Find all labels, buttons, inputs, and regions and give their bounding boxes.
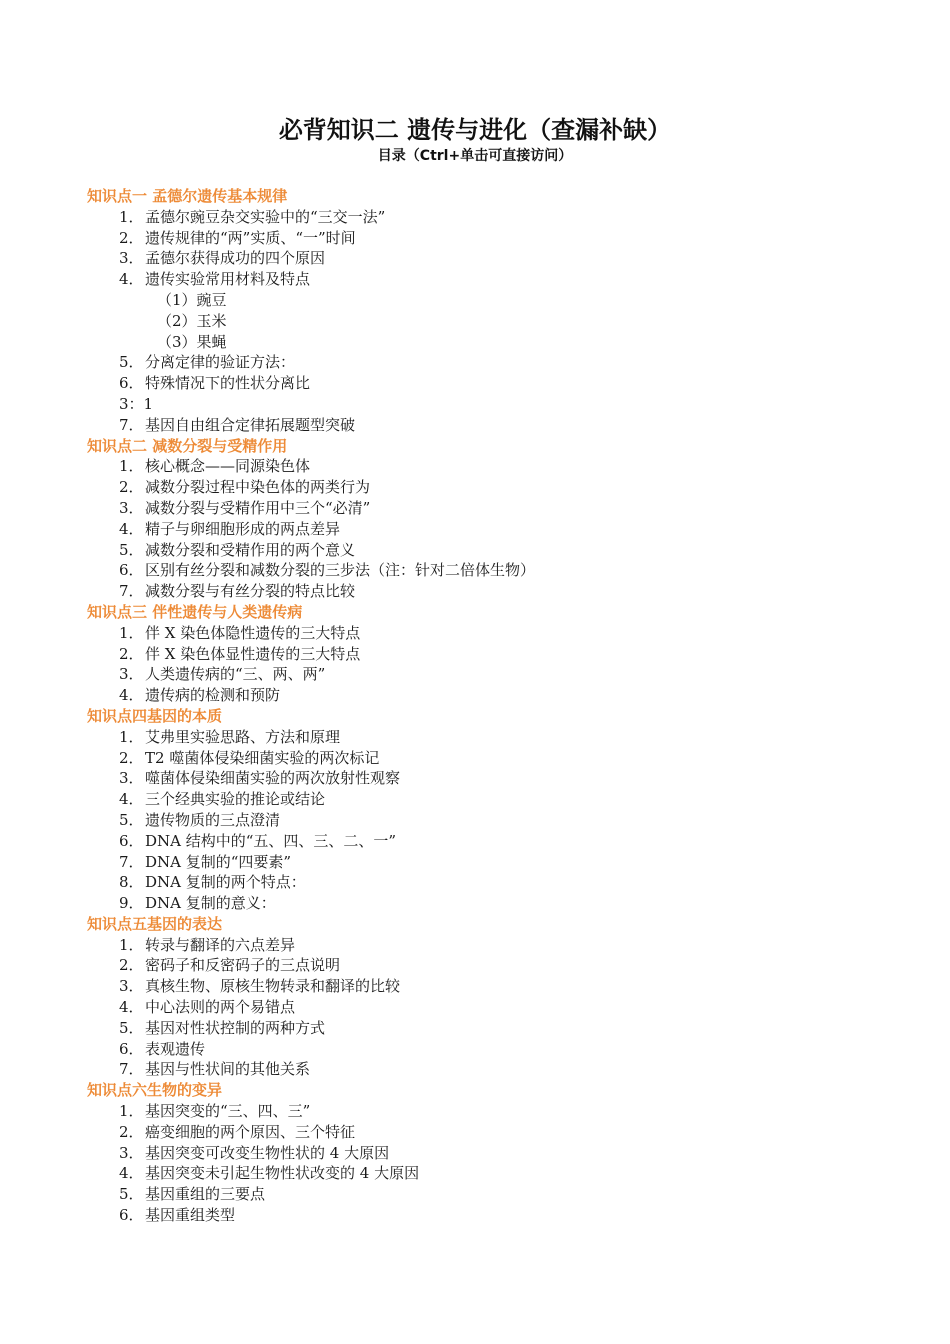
toc-entry-link[interactable]	[87, 997, 907, 1018]
toc-entry-number: 2．	[119, 1122, 144, 1141]
toc-entry-link[interactable]	[87, 1039, 907, 1060]
toc-entry-number: 5．	[119, 1018, 144, 1037]
toc-entry-text: 三个经典实验的推论或结论	[145, 790, 326, 809]
table-of-contents	[87, 186, 907, 1226]
toc-entry-number: 7．	[119, 415, 144, 434]
toc-entry-number: 8．	[119, 873, 144, 892]
toc-section-heading[interactable]: 知识点二 减数分裂与受精作用	[87, 436, 288, 455]
toc-entry-text: 伴 X 染色体隐性遗传的三大特点	[145, 623, 361, 642]
toc-entry-text: 遗传实验常用材料及特点	[145, 270, 311, 289]
toc-entry-number: 3．	[119, 498, 144, 517]
toc-entry-link[interactable]	[87, 810, 907, 831]
toc-entry-text: 孟德尔豌豆杂交实验中的“三交一法”	[145, 207, 386, 226]
toc-entry-number: 5．	[119, 1185, 144, 1204]
toc-entry-link[interactable]	[87, 727, 907, 748]
toc-entry-link[interactable]	[87, 685, 907, 706]
toc-entry-text: DNA 复制的“四要素”	[145, 852, 292, 871]
toc-entry-text: 基因自由组合定律拓展题型突破	[145, 415, 356, 434]
toc-entry-number: 3．	[119, 977, 144, 996]
toc-entry-number: 4．	[119, 686, 144, 705]
toc-entry-link[interactable]	[87, 748, 907, 769]
toc-entry-link[interactable]	[87, 352, 907, 373]
toc-entry-number: 4．	[119, 998, 144, 1017]
toc-entry-number: 2．	[119, 228, 144, 247]
toc-entry-link[interactable]	[87, 789, 907, 810]
toc-entry-link[interactable]	[87, 1163, 907, 1184]
toc-entry-number: 6．	[119, 1206, 144, 1225]
toc-entry-text: 遗传规律的“两”实质、“一”时间	[145, 228, 356, 247]
toc-subtitle: 目录（Ctrl+单击可直接访问）	[377, 148, 573, 164]
toc-entry-number: 3．	[119, 665, 144, 684]
toc-entry-link[interactable]	[87, 935, 907, 956]
toc-entry-link[interactable]	[87, 228, 907, 249]
toc-entry-link[interactable]	[87, 560, 907, 581]
toc-entry-number: 4．	[119, 519, 144, 538]
toc-entry-text: DNA 复制的两个特点：	[145, 873, 306, 892]
toc-entry-link[interactable]	[87, 207, 907, 228]
toc-entry-text: 核心概念——同源染色体	[145, 457, 311, 476]
toc-entry-text: 遗传物质的三点澄清	[145, 810, 281, 829]
toc-entry-text: （3）果蝇	[157, 332, 227, 351]
toc-entry-text: 减数分裂过程中染色体的两类行为	[145, 478, 371, 497]
toc-entry-link[interactable]	[87, 540, 907, 561]
toc-entry-number: 2．	[119, 644, 144, 663]
toc-entry-link[interactable]	[87, 1059, 907, 1080]
toc-entry-text: T2 噬菌体侵染细菌实验的两次标记	[145, 748, 380, 767]
toc-entry-text: 真核生物、原核生物转录和翻译的比较	[145, 977, 401, 996]
toc-entry-number: 6．	[119, 1039, 144, 1058]
toc-entry-text: 密码子和反密码子的三点说明	[145, 956, 341, 975]
toc-entry-number: 4．	[119, 1164, 144, 1183]
toc-entry-link[interactable]	[87, 394, 907, 415]
toc-entry-text: 区别有丝分裂和减数分裂的三步法（注：针对二倍体生物）	[145, 561, 536, 580]
toc-entry-link[interactable]	[87, 373, 907, 394]
toc-entry-text: （2）玉米	[157, 311, 227, 330]
toc-entry-text: 减数分裂与受精作用中三个“必清”	[145, 498, 371, 517]
toc-section-heading[interactable]: 知识点一 孟德尔遗传基本规律	[87, 187, 288, 205]
toc-entry-link[interactable]	[87, 248, 907, 269]
toc-entry-link[interactable]	[87, 852, 907, 873]
toc-entry-number: 1．	[119, 935, 144, 954]
toc-entry-number: 6．	[119, 374, 144, 393]
toc-entry-link[interactable]	[87, 332, 907, 353]
toc-entry-link[interactable]	[87, 498, 907, 519]
toc-entry-number: 1．	[119, 457, 144, 476]
toc-entry-text: 精子与卵细胞形成的两点差异	[145, 519, 341, 538]
toc-entry-link[interactable]	[87, 664, 907, 685]
toc-entry-link[interactable]	[87, 1143, 907, 1164]
toc-entry-text: 基因重组类型	[145, 1206, 236, 1225]
toc-entry-text: 基因突变可改变生物性状的 4 大原因	[145, 1143, 390, 1162]
toc-entry-number: 7．	[119, 852, 144, 871]
toc-entry-text: 伴 X 染色体显性遗传的三大特点	[145, 644, 361, 663]
toc-entry-text: 中心法则的两个易错点	[145, 998, 296, 1017]
toc-entry-text: DNA 复制的意义：	[145, 894, 276, 913]
toc-entry-link[interactable]	[87, 415, 907, 436]
toc-entry-link[interactable]	[87, 955, 907, 976]
toc-entry-link[interactable]	[87, 1184, 907, 1205]
toc-entry-link[interactable]	[87, 893, 907, 914]
toc-entry-link[interactable]	[87, 1018, 907, 1039]
toc-section-heading[interactable]: 知识点五基因的表达	[87, 914, 223, 933]
toc-entry-text: 噬菌体侵染细菌实验的两次放射性观察	[145, 769, 401, 788]
toc-entry-text: 人类遗传病的“三、两、两”	[145, 665, 326, 684]
toc-entry-number: 5．	[119, 540, 144, 559]
toc-entry-link[interactable]	[87, 290, 907, 311]
toc-entry-link[interactable]	[87, 1205, 907, 1226]
toc-entry-text: 减数分裂和受精作用的两个意义	[145, 540, 356, 559]
toc-entry-link[interactable]	[87, 644, 907, 665]
toc-entry-link[interactable]	[87, 831, 907, 852]
toc-entry-text: 艾弗里实验思路、方法和原理	[145, 727, 341, 746]
toc-entry-number: 3．	[119, 769, 144, 788]
toc-entry-link[interactable]	[87, 623, 907, 644]
toc-entry-number: 5．	[119, 353, 144, 372]
toc-entry-link[interactable]	[87, 269, 907, 290]
toc-entry-text: 基因突变的“三、四、三”	[145, 1102, 311, 1121]
toc-entry-text: 基因对性状控制的两种方式	[145, 1018, 326, 1037]
toc-entry-number: 2．	[119, 748, 144, 767]
toc-entry-link[interactable]	[87, 456, 907, 477]
toc-entry-text: 基因重组的三要点	[145, 1185, 266, 1204]
toc-entry-text: 癌变细胞的两个原因、三个特征	[145, 1122, 356, 1141]
toc-entry-number: 1．	[119, 207, 144, 226]
toc-entry-link[interactable]	[87, 872, 907, 893]
toc-entry-text: 基因与性状间的其他关系	[145, 1060, 311, 1079]
toc-entry-text: 遗传病的检测和预防	[145, 686, 281, 705]
toc-entry-link[interactable]	[87, 976, 907, 997]
toc-entry-text: 表观遗传	[145, 1039, 206, 1058]
toc-entry-number: 4．	[119, 790, 144, 809]
document-title: 必背知识二 遗传与进化（查漏补缺）	[278, 116, 672, 144]
toc-section-heading[interactable]: 知识点三 伴性遗传与人类遗传病	[87, 602, 303, 621]
toc-entry-text: 3：1	[119, 394, 154, 413]
toc-entry-number: 7．	[119, 1060, 144, 1079]
toc-entry-number: 3．	[119, 1143, 144, 1162]
toc-entry-text: 基因突变未引起生物性状改变的 4 大原因	[145, 1164, 420, 1183]
toc-entry-number: 7．	[119, 582, 144, 601]
toc-entry-number: 1．	[119, 727, 144, 746]
toc-entry-text: 减数分裂与有丝分裂的特点比较	[145, 582, 356, 601]
toc-entry-link[interactable]	[87, 477, 907, 498]
toc-entry-text: DNA 结构中的“五、四、三、二、一”	[145, 831, 397, 850]
toc-entry-link[interactable]	[87, 519, 907, 540]
toc-entry-text: 特殊情况下的性状分离比	[145, 374, 311, 393]
toc-entry-number: 4．	[119, 270, 144, 289]
toc-entry-number: 6．	[119, 831, 144, 850]
toc-entry-number: 6．	[119, 561, 144, 580]
toc-entry-number: 1．	[119, 623, 144, 642]
toc-entry-number: 5．	[119, 810, 144, 829]
toc-entry-number: 9．	[119, 894, 144, 913]
toc-entry-text: 分离定律的验证方法：	[145, 353, 296, 372]
toc-entry-text: 转录与翻译的六点差异	[145, 935, 296, 954]
toc-entry-link[interactable]	[87, 311, 907, 332]
toc-section-heading[interactable]: 知识点四基因的本质	[87, 706, 223, 725]
toc-entry-text: 孟德尔获得成功的四个原因	[145, 249, 326, 268]
toc-section-heading[interactable]: 知识点六生物的变异	[87, 1081, 223, 1100]
toc-entry-link[interactable]	[87, 581, 907, 602]
toc-entry-number: 3．	[119, 249, 144, 268]
toc-entry-number: 1．	[119, 1102, 144, 1121]
toc-entry-link[interactable]	[87, 1101, 907, 1122]
toc-entry-link[interactable]	[87, 768, 907, 789]
toc-entry-number: 2．	[119, 956, 144, 975]
toc-entry-number: 2．	[119, 478, 144, 497]
toc-entry-text: （1）豌豆	[157, 290, 227, 309]
toc-entry-link[interactable]	[87, 1122, 907, 1143]
